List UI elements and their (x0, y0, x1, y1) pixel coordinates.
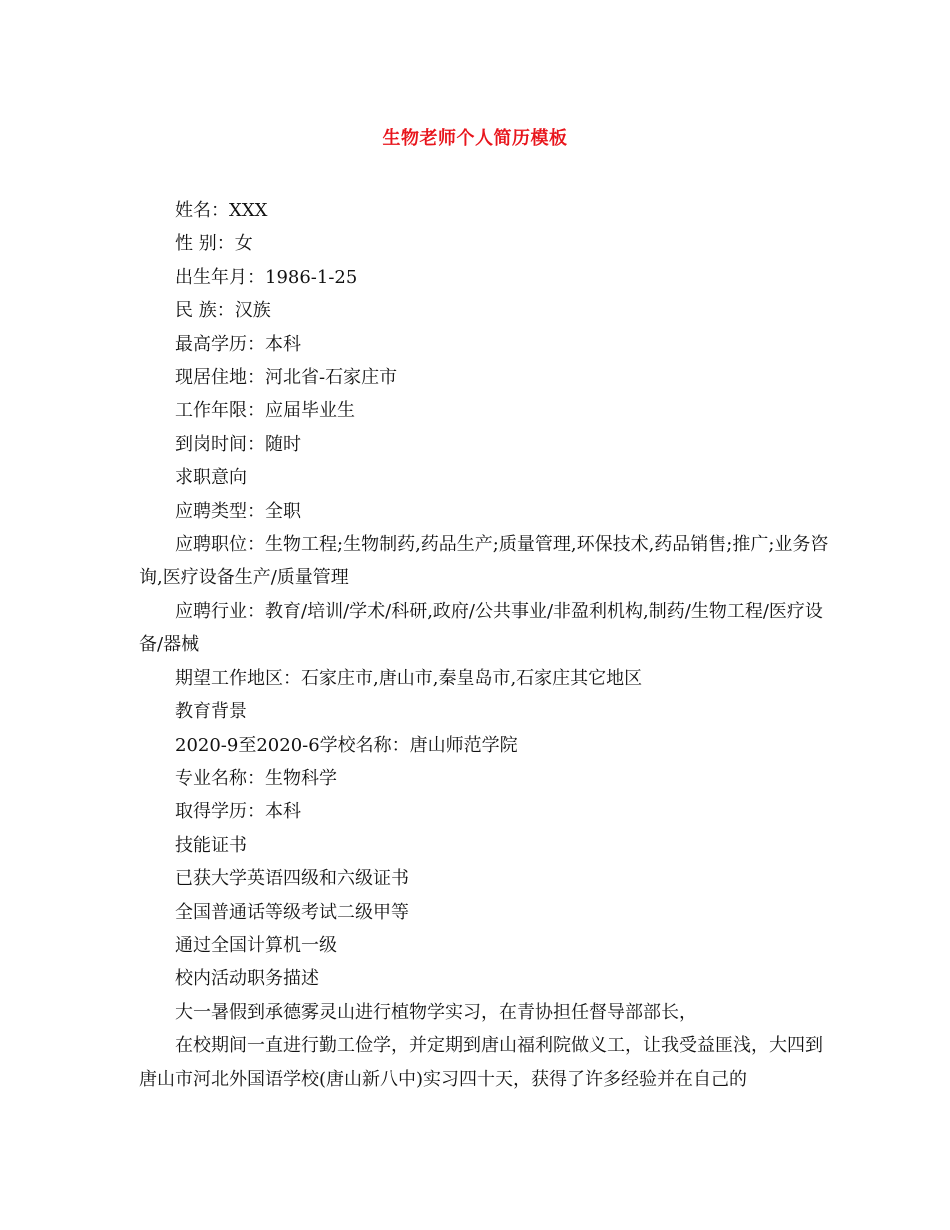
field-school: 2020-9至2020-6学校名称：唐山师范学院 (175, 734, 518, 756)
field-job-industry: 应聘行业：教育/培训/学术/科研,政府/公共事业/非盈利机构,制药/生物工程/医疗设备/器械 (139, 600, 823, 656)
field-major: 专业名称：生物科学 (175, 767, 337, 789)
activity-paragraph-2: 在校期间一直进行勤工俭学，并定期到唐山福利院做义工，让我受益匪浅，大四到唐山市河北外国语学校(唐山新八中)实习四十天，获得了许多经验并在自己的 (139, 1035, 823, 1090)
section-heading-education: 教育背景 (175, 701, 247, 723)
field-work-years: 工作年限：应届毕业生 (175, 400, 355, 422)
skill-mandarin-cert: 全国普通话等级考试二级甲等 (175, 901, 409, 923)
field-name: 姓名：XXX (175, 200, 268, 221)
field-job-position: 应聘职位：生物工程;生物制药,药品生产;质量管理,环保技术,药品销售;推广;业务咨询,医疗设备生产/质量管理 (139, 534, 829, 589)
field-job-type: 应聘类型：全职 (175, 500, 301, 522)
field-education-level: 最高学历：本科 (175, 333, 301, 355)
activity-paragraph-1: 大一暑假到承德雾灵山进行植物学实习，在青协担任督导部部长， (175, 1001, 697, 1023)
field-work-location: 期望工作地区：石家庄市,唐山市,秦皇岛市,石家庄其它地区 (175, 667, 643, 689)
section-heading-job-intent: 求职意向 (175, 467, 247, 489)
section-heading-activities: 校内活动职务描述 (175, 968, 319, 990)
field-residence: 现居住地：河北省-石家庄市 (175, 367, 398, 389)
skill-english-cert: 已获大学英语四级和六级证书 (175, 868, 409, 890)
field-degree: 取得学历：本科 (175, 801, 301, 823)
field-birth-date: 出生年月：1986-1-25 (175, 266, 358, 288)
field-gender: 性 别：女 (175, 233, 253, 255)
document-title: 生物老师个人简历模板 (382, 128, 568, 149)
document-body (139, 194, 829, 1096)
section-heading-skills: 技能证书 (175, 834, 247, 856)
field-ethnicity: 民 族：汉族 (175, 300, 271, 322)
field-start-time: 到岗时间：随时 (175, 433, 301, 455)
skill-computer-cert: 通过全国计算机一级 (175, 934, 337, 956)
